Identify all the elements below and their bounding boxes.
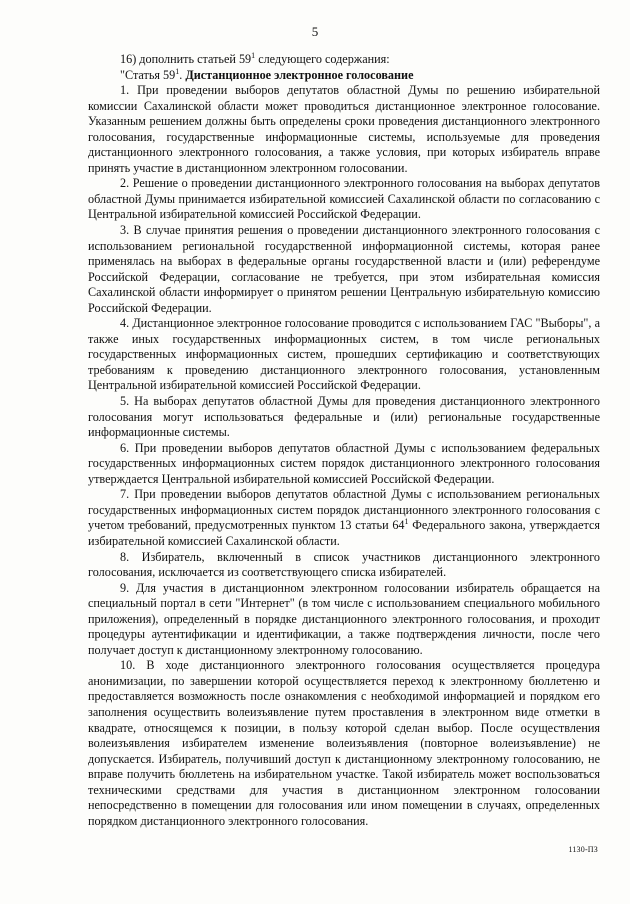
superscript: 1 <box>175 66 180 76</box>
paragraph-2: 2. Решение о проведении дистанционного электронного голосования на выборах депутатов областной Думы принимается избирательной комиссией Сахалинской области по согласованию с Центральной избирательной комиссией Российской Федерации. <box>88 176 600 222</box>
article-heading <box>88 68 600 84</box>
amendment-intro <box>88 52 600 68</box>
paragraph-1: 1. При проведении выборов депутатов областной Думы по решению избирательной комиссии Сахалинской области может проводиться дистанционное электронное голосование. Указанным решением должны быть определены сроки проведения дистанционного электронного голосования, государственные информационные системы, используемые для проведения дистанционного электронного голосования, а также условия, при которых избиратель вправе принять участие в дистанционном электронном голосовании. <box>88 83 600 175</box>
paragraph-8: 8. Избиратель, включенный в список участников дистанционного электронного голосования, исключается из соответствующего списка избирателей. <box>88 549 600 580</box>
paragraph-7 <box>88 487 600 549</box>
paragraph-10: 10. В ходе дистанционного электронного голосования осуществляется процедура анонимизации, по завершении которой осуществляется переход к электронному бюллетеню и предоставляется возможность после ознакомления с необходимой информацией и порядком его заполнения осуществить волеизъявление путем проставления в электронном виде отметки в квадрате, относящемся к позиции, в пользу которой сделан выбор. После осуществления волеизъявления избирателем изменение волеизъявления (повторное волеизъявление) не допускается. Избиратель, получивший доступ к дистанционному электронному голосованию, не вправе получить бюллетень на избирательном участке. Такой избиратель может воспользоваться техническими средствами для участия в дистанционном электронном голосовании непосредственно в помещении для голосования или ином помещении в случаях, определенных порядком дистанционного электронного голосования. <box>88 658 600 828</box>
document-body <box>88 52 600 829</box>
article-number-suffix: . <box>179 67 186 82</box>
paragraph-7-text: 7. При проведении выборов депутатов областной Думы с использованием региональных государственных информационных систем порядок дистанционного электронного голосования с учетом требований, предусмотренных пунктом 13 статьи 64 <box>88 487 600 533</box>
amendment-intro-text: 16) дополнить статьей 59 <box>120 52 252 66</box>
paragraph-4: 4. Дистанционное электронное голосование проводится с использованием ГАС "Выборы", а также иных государственных информационных систем, в том числе региональных государственных информационных систем, прошедших сертификацию и соответствующих требованиям к проведению дистанционного электронного голосования, установленным Центральной избирательной комиссией Российской Федерации. <box>88 316 600 393</box>
article-title: Дистанционное электронное голосование <box>185 67 414 82</box>
paragraph-3: 3. В случае принятия решения о проведении дистанционного электронного голосования с использованием региональной государственной информационной системы, которая ранее применялась на выборах в федеральные органы государственной власти и (или) референдуме Российской Федерации, согласование не требуется, при этом избирательная комиссия Сахалинской области информирует о принятом решении Центральную избирательную комиссию Российской Федерации. <box>88 223 600 315</box>
superscript: 1 <box>251 51 256 60</box>
paragraph-6: 6. При проведении выборов депутатов областной Думы с использованием федеральных государственных информационных систем порядок дистанционного электронного голосования утверждается Центральной избирательной комиссией Российской Федерации. <box>88 440 600 486</box>
document-code: 1130-ПЗ <box>568 845 598 854</box>
paragraph-7-text-end: Федерального закона, утверждается избирательной комиссией Сахалинской области. <box>88 518 600 548</box>
paragraph-5: 5. На выборах депутатов областной Думы для проведения дистанционного электронного голосования могут использоваться федеральные и (или) региональные государственные информационные системы. <box>88 394 600 440</box>
amendment-intro-text-end: следующего содержания: <box>255 52 390 66</box>
article-number: "Статья 59 <box>120 67 176 82</box>
page-number: 5 <box>311 24 319 39</box>
superscript: 1 <box>404 517 409 527</box>
paragraph-9: 9. Для участия в дистанционном электронном голосовании избиратель обращается на специальный портал в сети "Интернет" (в том числе с использованием специального мобильного приложения), определенный в порядке дистанционного электронного голосования, и проходит процедуры аутентификации и идентификации, а также подтверждения личности, после чего получает доступ к дистанционному электронному голосованию. <box>88 580 600 657</box>
